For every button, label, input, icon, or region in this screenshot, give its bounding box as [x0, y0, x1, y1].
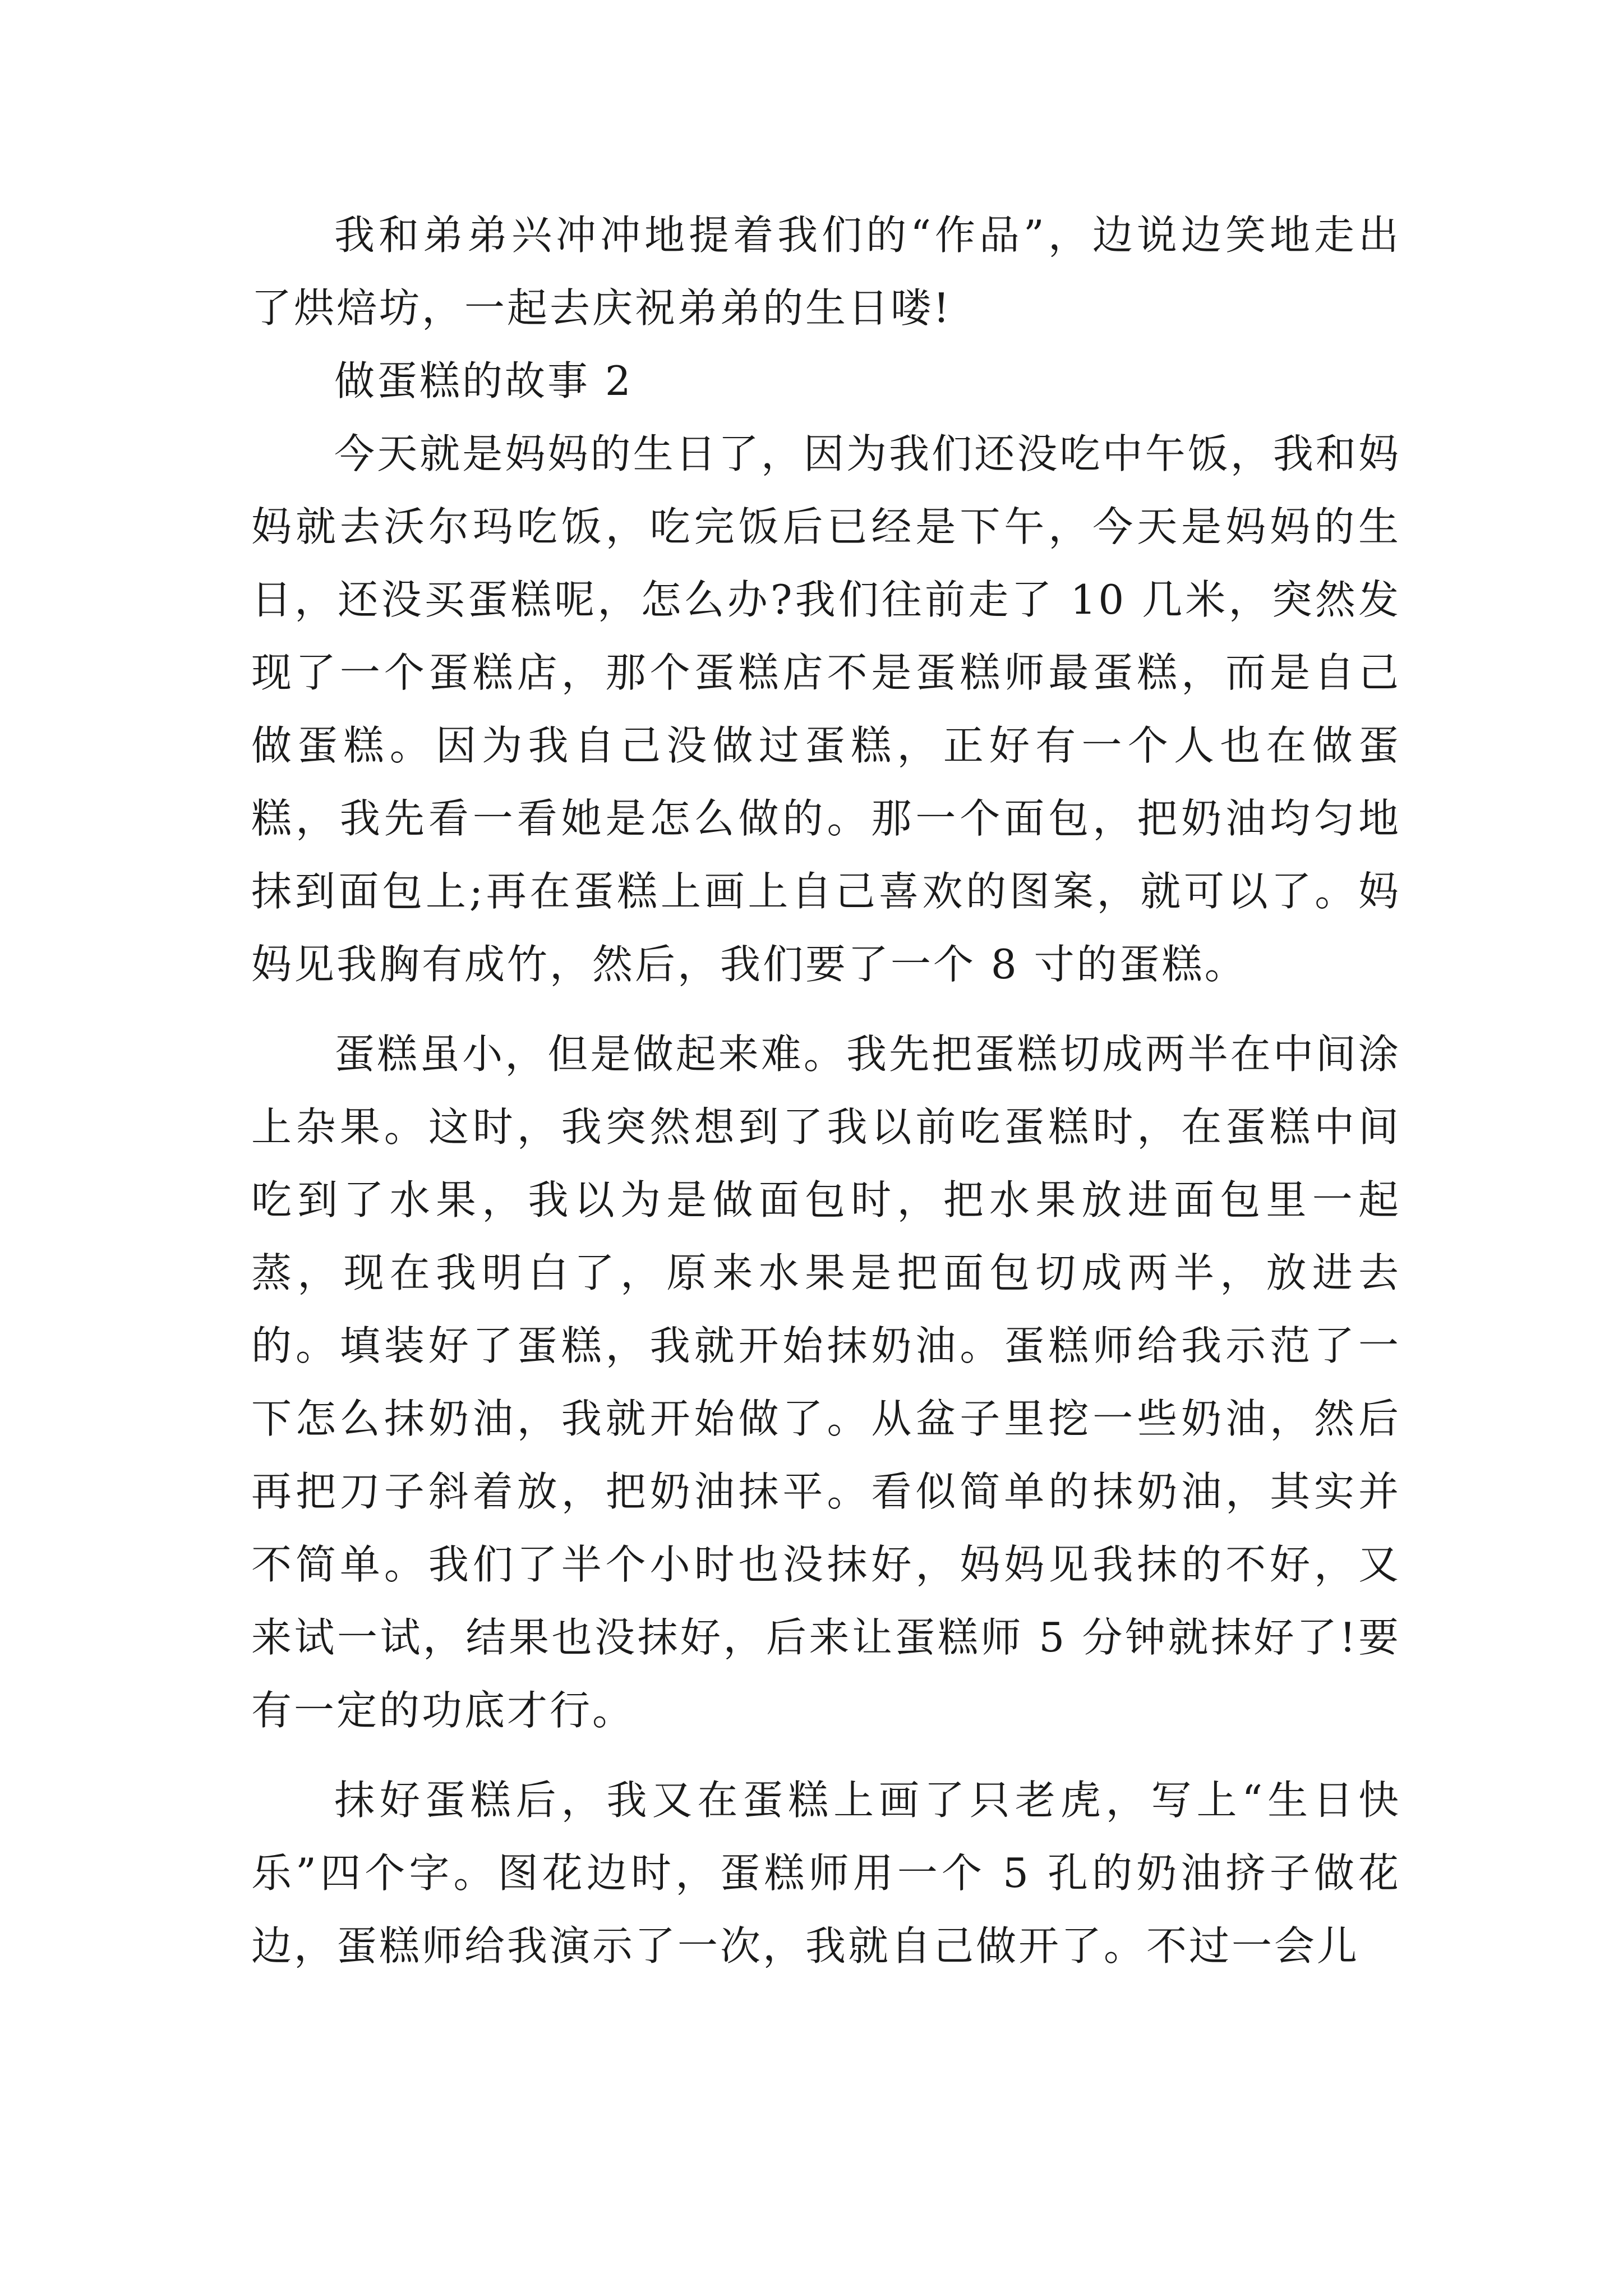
paragraph-3: 蛋糕虽小，但是做起来难。我先把蛋糕切成两半在中间涂上杂果。这时，我突然想到了我以前吃蛋糕时，在蛋糕中间吃到了水果，我以为是做面包时，把水果放进面包里一起蒸，现在我明白了，原来水果是把面包切成两半，放进去的。填装好了蛋糕，我就开始抹奶油。蛋糕师给我示范了一下怎么抹奶油，我就开始做了。从盆子里挖一些奶油，然后再把刀子斜着放，把奶油抹平。看似简单的抹奶油，其实并不简单。我们了半个小时也没抹好，妈妈见我抹的不好，又来试一试，结果也没抹好，后来让蛋糕师 5 分钟就抹好了!要有一定的功底才行。 [251, 1030, 1401, 1734]
section-heading: 做蛋糕的故事 2 [334, 357, 633, 404]
paragraph-2: 今天就是妈妈的生日了，因为我们还没吃中午饭，我和妈妈就去沃尔玛吃饭，吃完饭后已经是下午，今天是妈妈的生日，还没买蛋糕呢，怎么办?我们往前走了 10 几米，突然发现了一个蛋糕店，那个蛋糕店不是蛋糕师最蛋糕，而是自己做蛋糕。因为我自己没做过蛋糕，正好有一个人也在做蛋糕，我先看一看她是怎么做的。那一个面包，把奶油均匀地抹到面包上;再在蛋糕上画上自己喜欢的图案，就可以了。妈妈见我胸有成竹，然后，我们要了一个 8 寸的蛋糕。 [251, 430, 1401, 988]
paragraph-1: 我和弟弟兴冲冲地提着我们的“作品”，边说边笑地走出了烘焙坊，一起去庆祝弟弟的生日喽! [251, 211, 1401, 332]
paragraph-4: 抹好蛋糕后，我又在蛋糕上画了只老虎，写上“生日快乐”四个字。图花边时，蛋糕师用一个 5 孔的奶油挤子做花边，蛋糕师给我演示了一次，我就自己做开了。不过一会儿 [251, 1777, 1401, 1970]
document-body [251, 199, 1401, 1982]
